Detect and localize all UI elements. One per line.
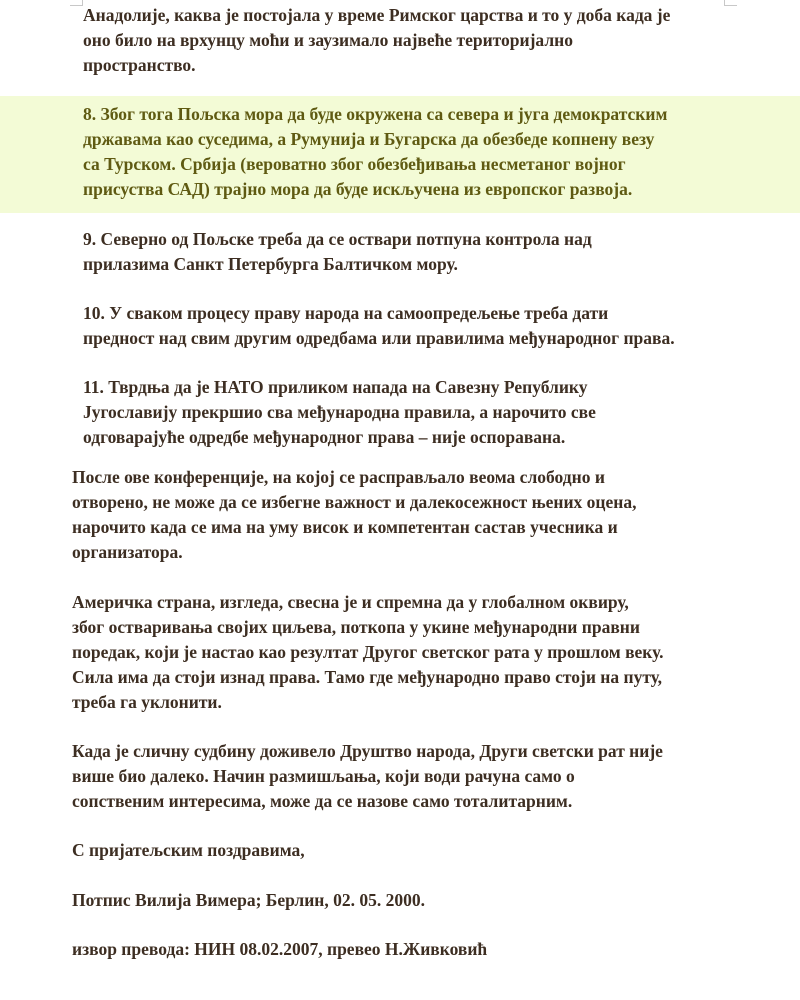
crop-mark-right — [724, 0, 737, 6]
text-line: због остваривања својих циљева, поткопа у укине међународни правни — [72, 617, 640, 637]
paragraph-american-side — [72, 590, 664, 715]
text-line: предност над свим другим одредбама или правилима међународног права. — [83, 328, 675, 348]
text-line: 9. Северно од Пољске треба да се оствари потпуна контрола над — [83, 229, 592, 249]
signature-line: Потпис Вилија Вимера; Берлин, 02. 05. 2000. — [72, 890, 426, 910]
text-line: поредак, који је настао као резултат Другог светског рата у прошлом веку. — [72, 642, 664, 662]
point-9 — [83, 227, 592, 277]
translation-source: извор превода: НИН 08.02.2007, превео Н.Живковић — [72, 939, 488, 959]
text-line: 8. Због тога Пољска мора да буде окружена са севера и југа демократским — [83, 104, 668, 124]
text-line: Када је сличну судбину доживело Друштво народа, Други светски рат није — [72, 741, 663, 761]
text-line: После ове конференције, на којој се расправљало веома слободно и — [72, 467, 605, 487]
crop-mark-left — [70, 0, 83, 6]
text-line: пространство. — [83, 55, 196, 75]
text-line: треба га уклонити. — [72, 692, 222, 712]
point-8 — [83, 102, 667, 202]
text-line: организатора. — [72, 542, 183, 562]
text-line: Америчка страна, изгледа, свесна је и спремна да у глобалном оквиру, — [72, 592, 629, 612]
point-10 — [83, 301, 675, 351]
point-11 — [83, 375, 596, 450]
text-line: оно било на врхунцу моћи и заузимало највеће територијално — [83, 30, 573, 50]
closing-greeting: С пријатељским поздравима, — [72, 840, 305, 860]
paragraph-after-conference — [72, 465, 636, 565]
text-line: присуства САД) трајно мора да буде искључена из европског развоја. — [83, 179, 633, 199]
text-line: са Турском. Србија (вероватно због обезбеђивања несметаног војног — [83, 154, 626, 174]
text-line: прилазима Санкт Петербурга Балтичком мору. — [83, 254, 458, 274]
text-line: Анадолије, каква је постојала у време Римског царства и то у доба када је — [83, 5, 671, 25]
text-line: Сила има да стоји изнад права. Тамо где међународно право стоји на путу, — [72, 667, 663, 687]
text-line: сопственим интересима, може да се назове само тоталитарним. — [72, 791, 573, 811]
text-line: више био далеко. Начин размишљања, који води рачуна само о — [72, 766, 575, 786]
text-line: 11. Тврдња да је НАТО приликом напада на Савезну Републику — [83, 377, 588, 397]
paragraph-league-of-nations — [72, 739, 663, 814]
text-line: нарочито када се има на уму висок и компетентан састав учесника и — [72, 517, 618, 537]
point-7-tail — [83, 3, 670, 78]
text-line: Југославију прекршио сва међународна правила, а нарочито све — [83, 402, 596, 422]
text-line: отворено, не може да се избегне важност и далекосежност њених оцена, — [72, 492, 637, 512]
text-line: 10. У сваком процесу праву народа на самоопредељење треба дати — [83, 303, 609, 323]
text-line: државама као суседима, а Румунија и Бугарска да обезбеде копнену везу — [83, 129, 655, 149]
text-line: одговарајуће одредбе међународног права – није оспоравана. — [83, 427, 566, 447]
